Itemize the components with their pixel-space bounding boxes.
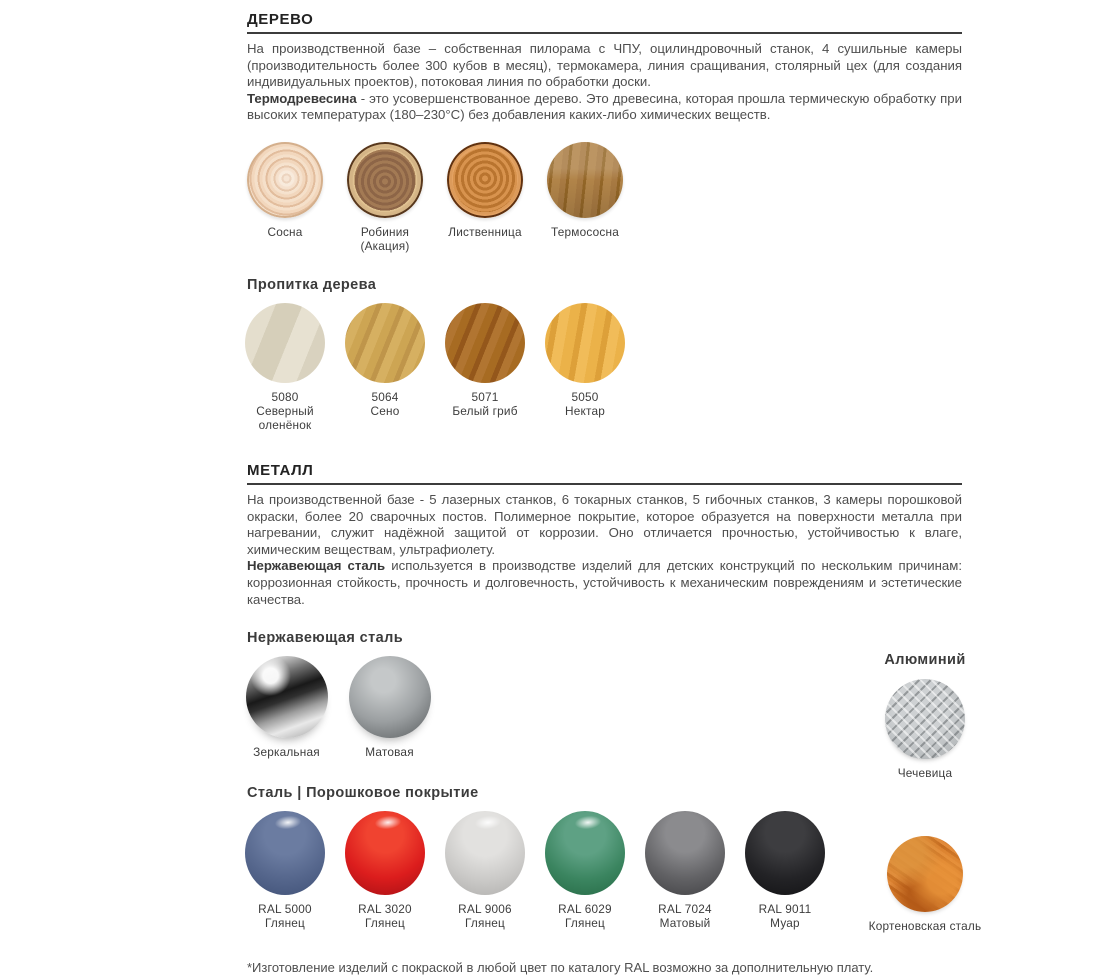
- ral-finish: Глянец: [264, 916, 306, 931]
- metal-section-title: МЕТАЛЛ: [247, 462, 962, 485]
- wood-swatch-label: Термососна: [551, 224, 619, 239]
- wood-swatch-larch: [435, 142, 535, 253]
- thermopine-wood-image: [547, 142, 623, 218]
- color-code: 5050: [571, 389, 599, 404]
- ral-code: RAL 5000: [258, 902, 312, 917]
- mirror-steel-sphere-image: [246, 656, 328, 738]
- impregnation-swatch-5071: [435, 303, 535, 432]
- stainless-swatch-mirror: [235, 656, 338, 759]
- wood-swatch-pine: [235, 142, 335, 253]
- powder-swatch-ral6029: [535, 811, 635, 930]
- color-swatch-5050: [545, 303, 625, 383]
- color-name: Нектар: [565, 403, 605, 418]
- aluminum-finish-label: Чечевица: [897, 766, 953, 781]
- content-column: [247, 0, 982, 975]
- powder-corten-block: [247, 785, 982, 934]
- checker-plate-image: [885, 679, 965, 759]
- color-swatch-5080: [245, 303, 325, 383]
- impregnation-row: [235, 303, 962, 432]
- impregnation-swatch-5050: [535, 303, 635, 432]
- wood-swatch-label: Робиния (Акация): [360, 224, 410, 253]
- powder-label: [435, 902, 535, 930]
- corten-block: [867, 825, 983, 933]
- ral-code: RAL 3020: [358, 902, 412, 917]
- powder-label: [635, 902, 735, 930]
- thermo-term: Термодревесина: [247, 90, 357, 106]
- color-name: Белый гриб: [452, 403, 518, 418]
- powder-title: Сталь | Порошковое покрытие: [247, 785, 479, 802]
- ral-finish: Матовый: [659, 916, 711, 931]
- wood-swatch-robinia: [335, 142, 435, 253]
- metal-stainless-paragraph: [247, 558, 962, 608]
- color-code: 5071: [471, 389, 499, 404]
- stainless-term: Нержавеющая сталь: [247, 558, 386, 574]
- stainless-aluminum-block: [247, 630, 966, 781]
- stainless-label: Зеркальная: [253, 745, 320, 760]
- powder-label: [735, 902, 835, 930]
- ral-code: RAL 6029: [558, 902, 612, 917]
- color-code: 5080: [271, 389, 299, 404]
- stainless-swatch-matte: [338, 656, 441, 759]
- color-swatch-5064: [345, 303, 425, 383]
- ral6029-sphere-image: [545, 811, 625, 895]
- aluminum-title: Алюминий: [884, 652, 966, 669]
- color-name: Северный оленёнок: [256, 403, 314, 432]
- wood-intro-paragraph: [247, 41, 962, 91]
- powder-swatch-ral9006: [435, 811, 535, 930]
- ral5000-sphere-image: [245, 811, 325, 895]
- impregnation-title: Пропитка дерева: [247, 276, 377, 293]
- pine-wood-slice-image: [247, 142, 323, 218]
- impregnation-label: [535, 390, 635, 418]
- powder-swatch-ral3020: [335, 811, 435, 930]
- wood-swatch-label: Лиственница: [448, 224, 522, 239]
- ral-code: RAL 7024: [658, 902, 712, 917]
- color-name: Сено: [370, 403, 400, 418]
- ral-finish: Глянец: [564, 916, 606, 931]
- ral-code: RAL 9011: [758, 902, 812, 917]
- wood-swatch-thermopine: [535, 142, 635, 253]
- stainless-title: Нержавеющая сталь: [247, 630, 404, 647]
- powder-swatch-ral5000: [235, 811, 335, 930]
- powder-swatch-ral9011: [735, 811, 835, 930]
- powder-label: [235, 902, 335, 930]
- powder-swatch-ral7024: [635, 811, 735, 930]
- wood-section-title: ДЕРЕВО: [247, 11, 962, 34]
- matte-steel-sphere-image: [349, 656, 431, 738]
- color-code: 5064: [371, 389, 399, 404]
- thermo-text: - это усовершенствованное дерево. Это древесина, которая прошла термическую обработку при высоких температурах (180–230°С) без добавления каких-либо химических веществ.: [247, 90, 962, 123]
- corten-label: Кортеновская сталь: [868, 919, 982, 934]
- stainless-row: [235, 656, 962, 759]
- powder-row: [235, 811, 962, 930]
- ral7024-sphere-image: [645, 811, 725, 895]
- footer-note: *Изготовление изделий с покраской в любой цвет по каталогу RAL возможно за дополнительную плату.: [247, 960, 874, 975]
- aluminum-block: [867, 652, 983, 780]
- impregnation-swatch-5080: [235, 303, 335, 432]
- ral-finish: Муар: [770, 916, 800, 931]
- metal-intro-paragraph: [247, 492, 962, 558]
- wood-thermo-paragraph: [247, 91, 962, 124]
- powder-label: [535, 902, 635, 930]
- ral-finish: Глянец: [364, 916, 406, 931]
- impregnation-label: [335, 390, 435, 418]
- color-swatch-5071: [445, 303, 525, 383]
- impregnation-label: [235, 390, 335, 432]
- ral-finish: Глянец: [464, 916, 506, 931]
- ral-code: RAL 9006: [458, 902, 512, 917]
- stainless-label: Матовая: [365, 745, 414, 760]
- wood-intro-text: На производственной базе – собственная пилорама с ЧПУ, оцилиндровочный станок, 4 сушильные камеры (производительность более 300 кубов в месяц), термокамера, линия сращивания, столярный цех (для создания индивидуальных проектов), потоковая линия по обработки доски.: [247, 41, 962, 90]
- wood-swatch-label: Сосна: [267, 224, 303, 239]
- stainless-text: используется в производстве изделий для детских конструкций по нескольким причинам: коррозионная стойкость, прочность и долговечность, устойчивость к механическим повреждениям и эстетические качества.: [247, 558, 962, 607]
- ral9006-sphere-image: [445, 811, 525, 895]
- larch-wood-slice-image: [447, 142, 523, 218]
- corten-steel-image: [887, 836, 963, 912]
- wood-species-row: [235, 142, 962, 253]
- impregnation-label: [435, 390, 535, 418]
- ral9011-sphere-image: [745, 811, 825, 895]
- metal-intro-text: На производственной базе - 5 лазерных станков, 6 токарных станков, 5 гибочных станков, 3 камеры порошковой окраски, более 20 сварочных постов. Полимерное покрытие, которое образуется на поверхности металла при нагревании, служит надёжной защитой от коррозии. Оно отличается прочностью, устойчивостью к влаге, химическим веществам, ультрафиолету.: [247, 491, 962, 557]
- robinia-wood-slice-image: [347, 142, 423, 218]
- ral3020-sphere-image: [345, 811, 425, 895]
- impregnation-swatch-5064: [335, 303, 435, 432]
- powder-label: [335, 902, 435, 930]
